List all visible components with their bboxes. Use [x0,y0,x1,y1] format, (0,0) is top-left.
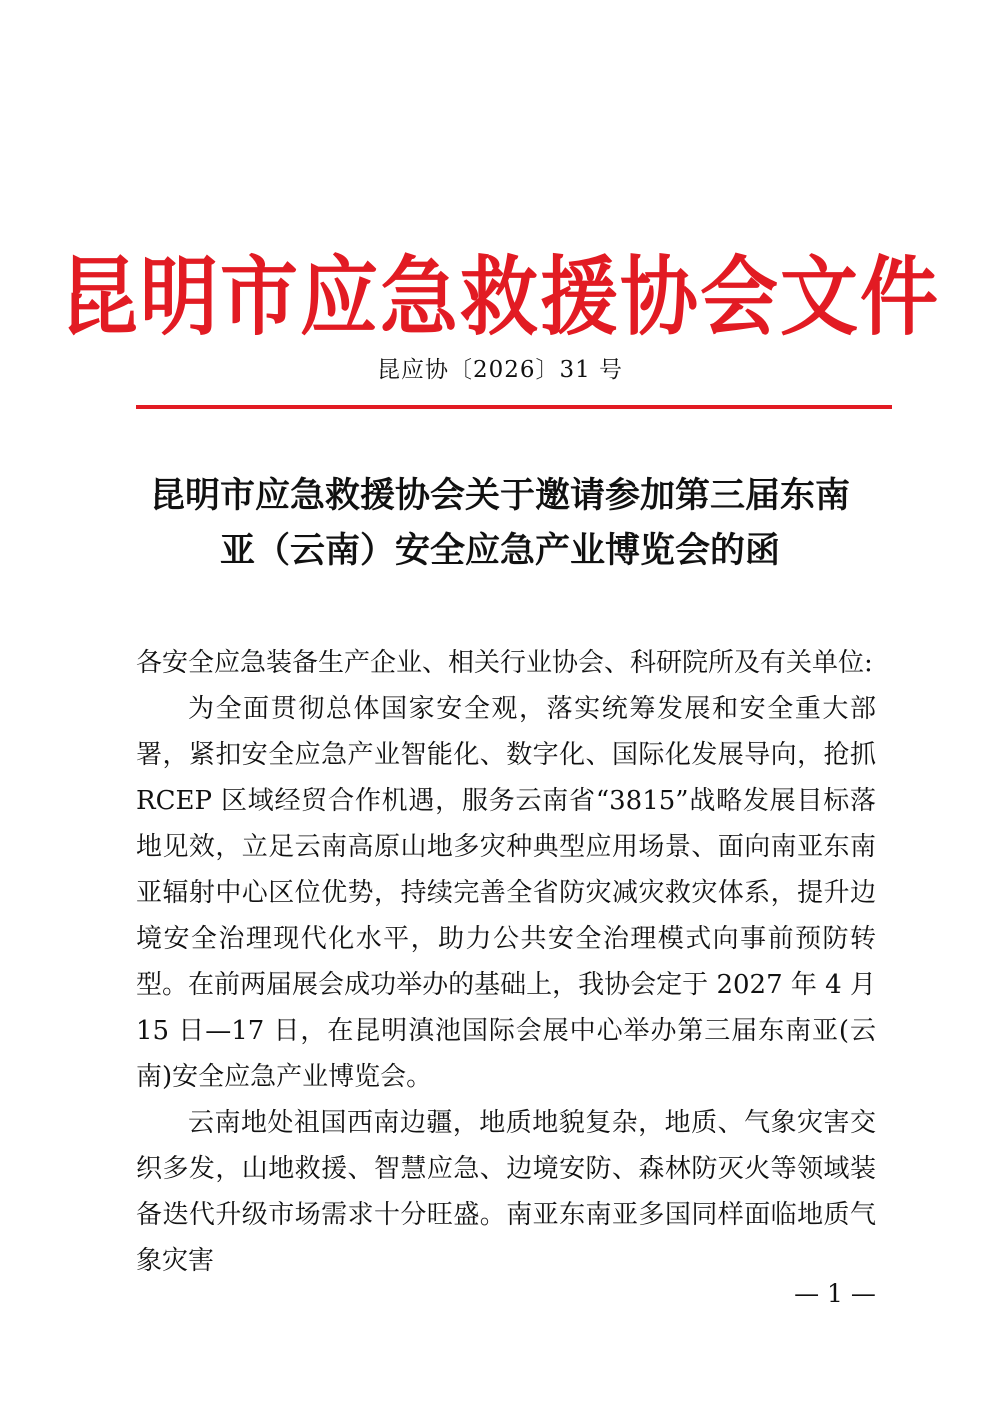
letter-title [120,468,880,578]
letter-title-line-1: 昆明市应急救援协会关于邀请参加第三届东南 [149,475,850,516]
page-number: — 1 — [794,1279,876,1308]
organization-title: 昆明市应急救援协会文件 [59,247,940,348]
body-paragraph-2: 云南地处祖国西南边疆，地质地貌复杂，地质、气象灾害交织多发，山地救援、智慧应急、边境安防、森林防灭火等领域装备迭代升级市场需求十分旺盛。南亚东南亚多国同样面临地质气象灾害 [136,1108,876,1276]
body-paragraph-1: 为全面贯彻总体国家安全观，落实统筹发展和安全重大部署，紧扣安全应急产业智能化、数字化、国际化发展导向，抢抓 RCEP 区域经贸合作机遇，服务云南省“3815”战略发展目标落地见效，立足云南高原山地多灾种典型应用场景、面向南亚东南亚辐射中心区位优势，持续完善全省防灾减灾救灾体系，提升边境安全治理现代化水平，助力公共安全治理模式向事前预防转型。在前两届展会成功举办的基础上，我协会定于 2027 年 4 月 15 日—17 日，在昆明滇池国际会展中心举办第三届东南亚(云南)安全应急产业博览会。 [136,694,876,1092]
letter-body [136,640,876,1284]
letter-title-line-2: 亚（云南）安全应急产业博览会的函 [219,530,780,571]
salutation: 各安全应急装备生产企业、相关行业协会、科研院所及有关单位: [136,648,873,678]
red-divider-line [136,405,892,409]
document-header [0,248,1000,348]
document-number: 昆应协〔2026〕31 号 [376,357,624,383]
